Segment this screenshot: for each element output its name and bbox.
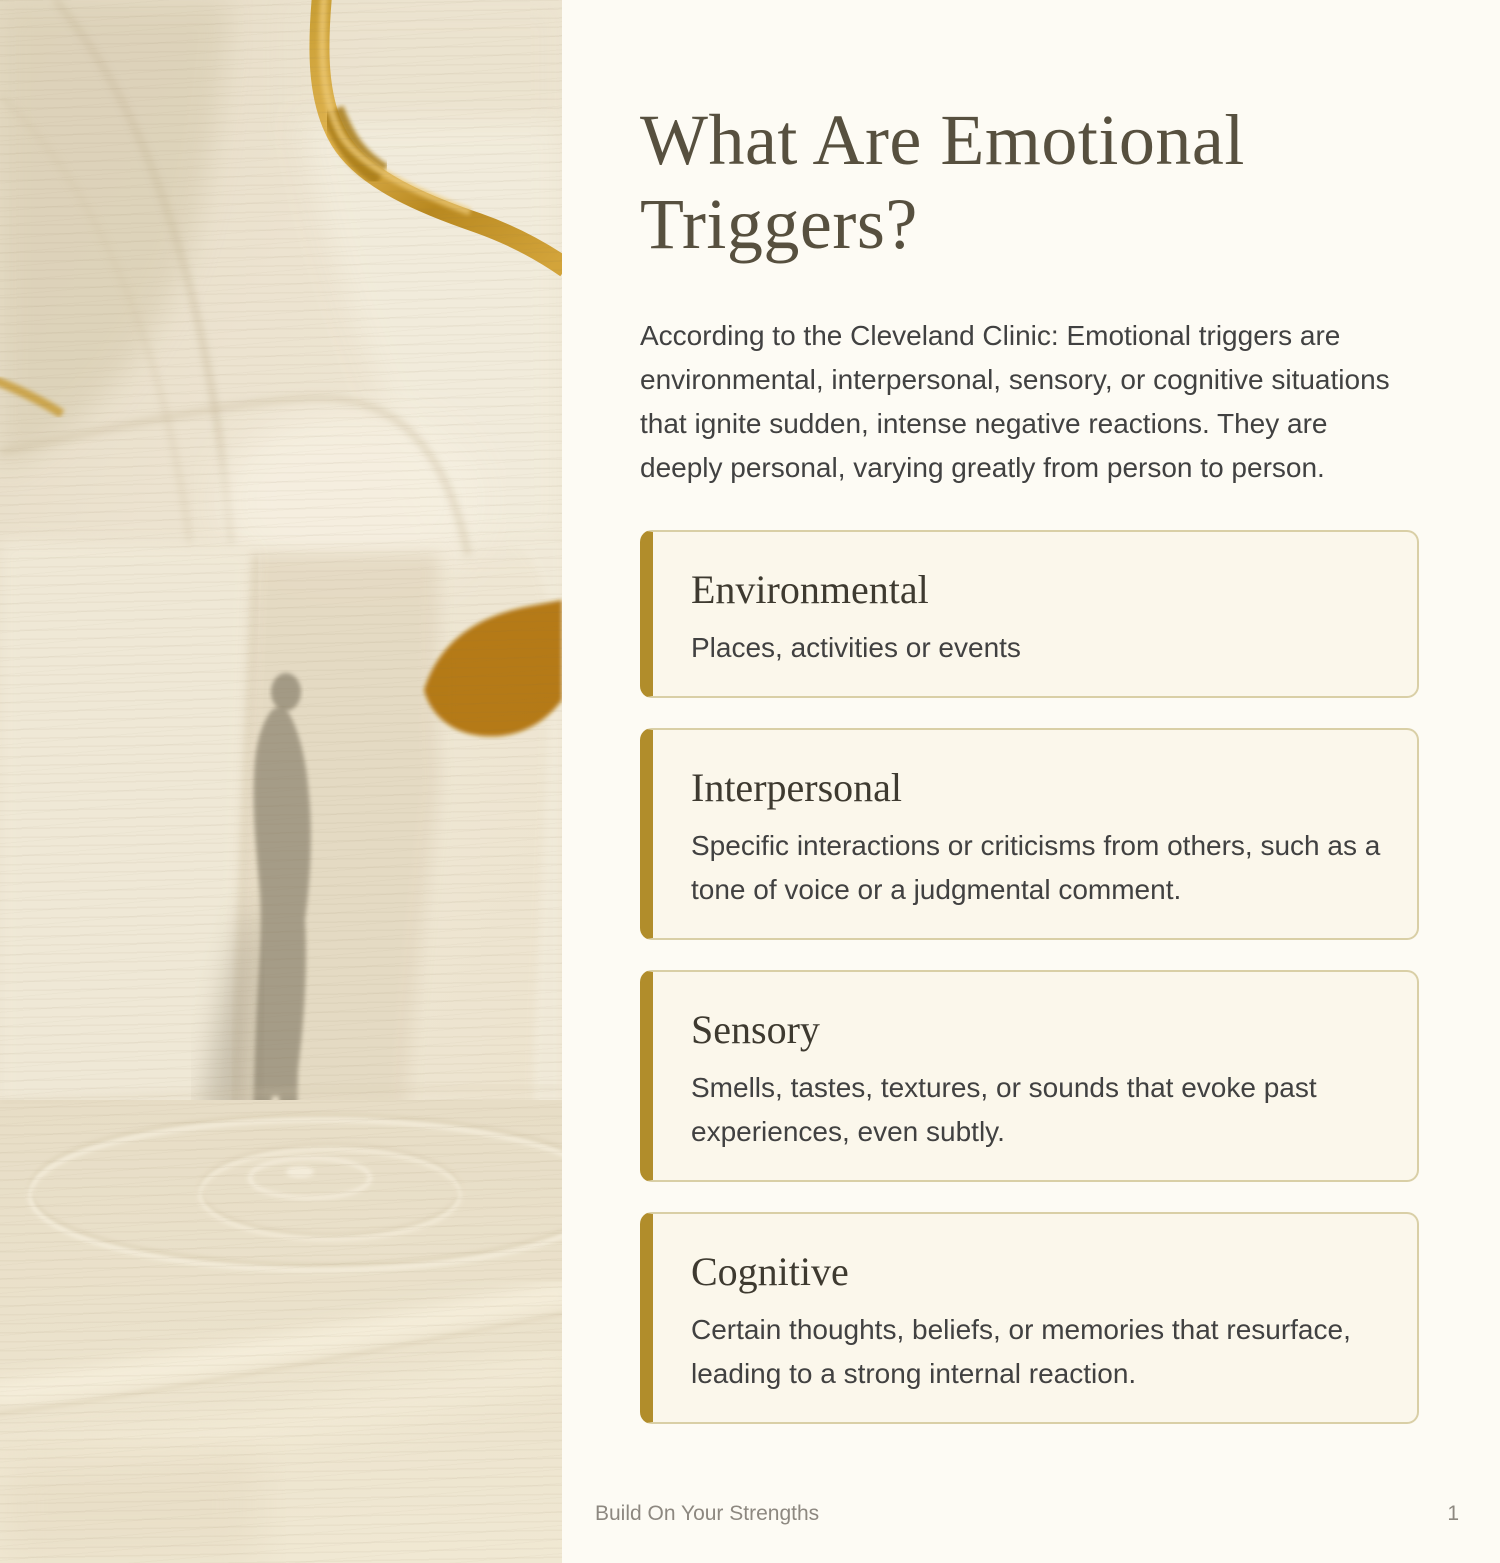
card-body: Specific interactions or criticisms from others, such as a tone of voice or a judgmental comment. (691, 830, 1381, 906)
card-body: Certain thoughts, beliefs, or memories that resurface, leading to a strong internal reaction. (691, 1314, 1351, 1390)
abstract-interior-art (0, 0, 562, 1563)
page-footer (595, 1499, 1459, 1529)
card-body: Places, activities or events (691, 632, 1021, 664)
card-heading: Sensory (691, 1007, 820, 1053)
card-environmental (640, 530, 1419, 698)
trigger-cards (640, 530, 1419, 1424)
footer-text: Build On Your Strengths (595, 1502, 820, 1525)
card-heading: Interpersonal (691, 765, 903, 811)
card-heading: Environmental (691, 567, 929, 613)
card-heading: Cognitive (691, 1249, 849, 1295)
floor (0, 1086, 562, 1563)
intro-paragraph: According to the Cleveland Clinic: Emotional triggers are environmental, interpersonal, sensory, or cognitive situations that ignite sudden, intense negative reactions. They are deeply personal, varying greatly from person to person. (640, 320, 1390, 484)
card-body: Smells, tastes, textures, or sounds that evoke past experiences, even subtly. (691, 1072, 1317, 1148)
page-number: 1 (1447, 1502, 1459, 1525)
card-interpersonal (640, 728, 1419, 940)
card-sensory (640, 970, 1419, 1182)
card-cognitive (640, 1212, 1419, 1424)
cover-illustration (0, 0, 562, 1563)
page-title: What Are Emotional Triggers? (640, 100, 1245, 265)
content-panel (562, 0, 1500, 1563)
